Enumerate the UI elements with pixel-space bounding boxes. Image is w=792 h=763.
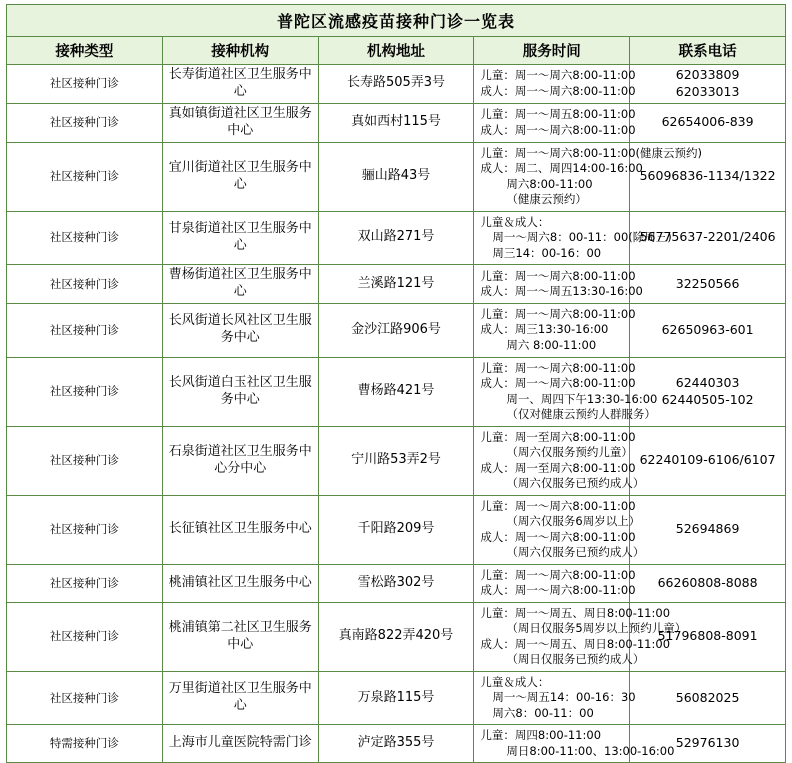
service-time-line: 成人：周一～周五13:30-16:00: [480, 284, 643, 299]
service-time-line: 周一、周四下午13:30-16:00: [506, 391, 658, 406]
table-row: [7, 495, 786, 564]
table-row: [7, 65, 786, 104]
table-row: [7, 357, 786, 426]
service-time-line: （仅对健康云预约人群服务）: [506, 407, 656, 422]
cell-organization: 甘泉街道社区卫生服务中心: [162, 211, 318, 265]
cell-type: 社区接种门诊: [7, 211, 163, 265]
table-row: [7, 142, 786, 211]
service-time-line: 儿童：周一～周六8:00-11:00: [480, 567, 636, 582]
cell-type: 社区接种门诊: [7, 357, 163, 426]
service-time-line: 周日8:00-11:00、13:00-16:00: [506, 743, 675, 758]
cell-type: 社区接种门诊: [7, 65, 163, 104]
cell-organization: 上海市儿童医院特需门诊: [162, 725, 318, 763]
service-time-line: （周六仅服务6周岁以上）: [506, 514, 641, 529]
cell-organization: 桃浦镇第二社区卫生服务中心: [162, 602, 318, 671]
service-time-line: 成人：周一～周六8:00-11:00: [480, 529, 636, 544]
cell-address: 曹杨路421号: [318, 357, 474, 426]
cell-type: 社区接种门诊: [7, 265, 163, 304]
service-time-line: 儿童：周一～周六8:00-11:00: [480, 498, 636, 513]
cell-type: 特需接种门诊: [7, 725, 163, 763]
cell-organization: 真如镇街道社区卫生服务中心: [162, 103, 318, 142]
table-row: [7, 602, 786, 671]
cell-service-time: [474, 564, 636, 602]
cell-phone: [630, 65, 786, 104]
cell-service-time: [474, 602, 687, 671]
cell-organization: 长风街道白玉社区卫生服务中心: [162, 357, 318, 426]
cell-phone: [630, 495, 786, 564]
service-time-line: 周一～周六8：00-11：00(除周三): [492, 230, 672, 245]
phone-number: 62033013: [675, 83, 740, 99]
cell-address: 万泉路115号: [318, 671, 474, 725]
phone-number: 56082025: [675, 689, 740, 705]
phone-number: 52694869: [675, 521, 740, 537]
table-row: [7, 103, 786, 142]
cell-organization: 宜川街道社区卫生服务中心: [162, 142, 318, 211]
cell-type: 社区接种门诊: [7, 495, 163, 564]
service-time-line: 儿童：周一～周五8:00-11:00: [480, 107, 636, 122]
service-time-line: 儿童：周一～周五、周日8:00-11:00: [480, 605, 671, 620]
service-time-line: 成人：周一～周六8:00-11:00: [480, 122, 636, 137]
service-time-line: （周日仅服务已预约成人）: [506, 652, 645, 667]
service-time-line: 儿童＆成人：: [480, 674, 550, 689]
cell-address: 骊山路43号: [318, 142, 474, 211]
phone-number: 62654006-839: [661, 114, 754, 130]
cell-phone: [630, 564, 786, 602]
service-time-line: 儿童：周一～周六8:00-11:00: [480, 68, 636, 83]
service-time-line: 成人：周一～周六8:00-11:00: [480, 376, 636, 391]
cell-phone: [630, 211, 786, 265]
column-header-phone: 联系电话: [630, 37, 786, 65]
service-time-line: （健康云预约）: [506, 192, 587, 207]
table-row: [7, 303, 786, 357]
service-time-line: 成人：周一～周五、周日8:00-11:00: [480, 636, 671, 651]
cell-service-time: [474, 65, 636, 104]
service-time-line: 周六8：00-11：00: [492, 705, 594, 720]
cell-organization: 长征镇社区卫生服务中心: [162, 495, 318, 564]
cell-service-time: [474, 303, 636, 357]
cell-address: 千阳路209号: [318, 495, 474, 564]
cell-organization: 长寿街道社区卫生服务中心: [162, 65, 318, 104]
cell-address: 长寿路505弄3号: [318, 65, 474, 104]
service-time-line: 周六 8:00-11:00: [506, 337, 597, 352]
service-time-line: 儿童：周一～周六8:00-11:00: [480, 306, 636, 321]
cell-address: 雪松路302号: [318, 564, 474, 602]
cell-organization: 长风街道长风社区卫生服务中心: [162, 303, 318, 357]
phone-number: 56775637-2201/2406: [639, 229, 776, 245]
cell-organization: 桃浦镇社区卫生服务中心: [162, 564, 318, 602]
cell-service-time: [474, 495, 645, 564]
service-time-line: 成人：周三13:30-16:00: [480, 322, 609, 337]
cell-organization: 曹杨街道社区卫生服务中心: [162, 265, 318, 304]
cell-type: 社区接种门诊: [7, 602, 163, 671]
service-time-line: 儿童＆成人：: [480, 214, 550, 229]
cell-phone: [630, 671, 786, 725]
cell-service-time: [474, 265, 643, 304]
table-row: [7, 564, 786, 602]
cell-type: 社区接种门诊: [7, 103, 163, 142]
cell-type: 社区接种门诊: [7, 564, 163, 602]
service-time-line: （周六仅服务预约儿童）: [506, 445, 633, 460]
cell-address: 泸定路355号: [318, 725, 474, 763]
column-header-type: 接种类型: [7, 37, 163, 65]
table-title-row: [7, 5, 786, 37]
phone-number: 62033809: [675, 67, 740, 83]
cell-service-time: [474, 671, 636, 725]
service-time-line: 周一～周五14：00-16：30: [492, 690, 636, 705]
phone-number: 62650963-601: [661, 321, 754, 337]
phone-number: 56096836-1134/1322: [639, 168, 776, 184]
cell-address: 真南路822弄420号: [318, 602, 474, 671]
phone-number: 66260808-8088: [657, 574, 758, 590]
cell-address: 兰溪路121号: [318, 265, 474, 304]
cell-organization: 万里街道社区卫生服务中心: [162, 671, 318, 725]
service-time-line: 周六8:00-11:00: [506, 176, 593, 191]
cell-service-time: [474, 357, 658, 426]
service-time-line: 周三14：00-16：00: [492, 245, 602, 260]
service-time-line: （周六仅服务已预约成人）: [506, 545, 645, 560]
service-time-line: 儿童：周一～周六8:00-11:00(健康云预约): [480, 145, 702, 160]
service-time-line: 儿童：周一至周六8:00-11:00: [480, 429, 636, 444]
cell-phone: [630, 725, 786, 763]
service-time-line: 成人：周一～周六8:00-11:00: [480, 583, 636, 598]
service-time-line: 成人：周一～周六8:00-11:00: [480, 83, 636, 98]
phone-number: 62440505-102: [661, 391, 754, 407]
table-row: [7, 211, 786, 265]
cell-phone: [630, 426, 786, 495]
cell-service-time: [474, 426, 645, 495]
service-time-line: 儿童：周一～周六8:00-11:00: [480, 268, 636, 283]
service-time-line: 儿童：周一～周六8:00-11:00: [480, 360, 636, 375]
cell-address: 金沙江路906号: [318, 303, 474, 357]
phone-number: 62240109-6106/6107: [639, 452, 776, 468]
cell-type: 社区接种门诊: [7, 142, 163, 211]
cell-type: 社区接种门诊: [7, 671, 163, 725]
phone-number: 51796808-8091: [657, 628, 758, 644]
table-header-row: [7, 37, 786, 65]
service-time-line: 成人：周一至周六8:00-11:00: [480, 460, 636, 475]
table-row: [7, 426, 786, 495]
phone-number: 52976130: [675, 735, 740, 751]
table-row: [7, 265, 786, 304]
service-time-line: 成人：周二、周四14:00-16:00: [480, 161, 643, 176]
phone-number: 32250566: [675, 275, 740, 291]
cell-type: 社区接种门诊: [7, 426, 163, 495]
cell-phone: [630, 265, 786, 304]
table-row: [7, 671, 786, 725]
service-time-line: （周六仅服务已预约成人）: [506, 476, 645, 491]
vaccination-clinic-table: [6, 4, 786, 763]
cell-organization: 石泉街道社区卫生服务中心分中心: [162, 426, 318, 495]
column-header-org: 接种机构: [162, 37, 318, 65]
cell-service-time: [474, 142, 702, 211]
service-time-line: （周日仅服务5周岁以上预约儿童）: [506, 621, 687, 636]
column-header-address: 机构地址: [318, 37, 474, 65]
cell-service-time: [474, 103, 636, 142]
table-row: [7, 725, 786, 763]
cell-phone: [630, 103, 786, 142]
service-time-line: 儿童：周四8:00-11:00: [480, 728, 602, 743]
page-title: 普陀区流感疫苗接种门诊一览表: [7, 5, 786, 37]
cell-address: 宁川路53弄2号: [318, 426, 474, 495]
cell-service-time: [474, 725, 675, 763]
cell-phone: [630, 303, 786, 357]
phone-number: 62440303: [675, 374, 740, 390]
cell-address: 真如西村115号: [318, 103, 474, 142]
cell-type: 社区接种门诊: [7, 303, 163, 357]
cell-service-time: [474, 211, 672, 265]
column-header-service-time: 服务时间: [474, 37, 630, 65]
cell-address: 双山路271号: [318, 211, 474, 265]
